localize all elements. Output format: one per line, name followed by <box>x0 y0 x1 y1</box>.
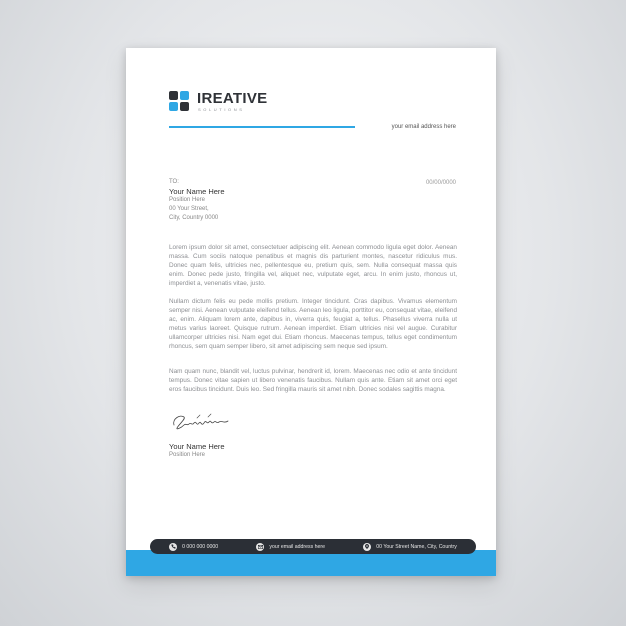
footer-email <box>256 543 325 551</box>
footer-email-text: your email address here <box>269 543 326 550</box>
recipient-position: Position Here <box>169 197 206 203</box>
recipient-name: Your Name Here <box>169 187 225 196</box>
email-icon <box>256 543 264 551</box>
recipient-street: 00 Your Street, <box>169 206 209 212</box>
header-email: your email address here <box>391 124 456 130</box>
signature-position: Position Here <box>169 452 206 458</box>
footer-address <box>363 543 457 551</box>
body-paragraph-1: Lorem ipsum dolor sit amet, consectetuer adipiscing elit. Aenean commodo ligula eget dolor. Aenean massa. Cum sociis natoque penatibus et magnis dis parturient montes, nascetur ridiculus mus. Donec quam felis, ultricies nec, pellentesque eu, pretium quis, sem. Nulla consequat massa quis enim. Donec pede justo, fringilla vel, aliquet nec, vulputate eget, arcu. In enim justo, rhoncus ut, imperdiet a, venenatis vitae, justo. <box>169 244 457 287</box>
brand-name: IREATIVE <box>197 90 268 107</box>
header-accent-rule <box>169 126 355 128</box>
footer-phone-text: 0 000 000 0000 <box>182 543 219 550</box>
body-paragraph-3: Nam quam nunc, blandit vel, luctus pulvinar, hendrerit id, lorem. Maecenas nec odio et ante tincidunt tempus. Donec vitae sapien ut libero venenatis faucibus. Nullam quis ante. Etiam sit amet orci eget eros faucibus tincidunt. Duis leo. Sed fringilla mauris sit amet nibh. Donec sodales sagittis magna. <box>169 368 457 393</box>
phone-icon <box>169 543 177 551</box>
logo-mark-icon <box>169 91 189 111</box>
handwritten-signature-icon <box>170 410 242 432</box>
brand-tagline: SOLUTIONS <box>198 107 245 112</box>
letter-date: 00/00/0000 <box>425 180 456 186</box>
signature-name: Your Name Here <box>169 442 225 451</box>
body-paragraph-2: Nullam dictum felis eu pede mollis pretium. Integer tincidunt. Cras dapibus. Vivamus elementum semper nisi. Aenean vulputate eleifend tellus. Aenean leo ligula, porttitor eu, consequat vitae, eleifend ac, enim. Aliquam lorem ante, dapibus in, viverra quis, feugiat a, tellus. Phasellus viverra nulla ut metus varius laoreet. Quisque rutrum. Aenean imperdiet. Etiam ultricies nisi vel augue. Curabitur ullamcorper ultricies nisi. Nam eget dui. Etiam rhoncus. Maecenas tempus, tellus eget condimentum rhoncus, sem quam semper libero, sit amet adipiscing sem neque sed ipsum. <box>169 298 457 350</box>
footer-address-text: 00 Your Street Name, City, Country <box>376 543 457 550</box>
footer-contact-bar <box>150 539 476 554</box>
letterhead-page <box>126 48 496 576</box>
recipient-city: City, Country 0000 <box>169 215 219 221</box>
location-pin-icon <box>363 543 371 551</box>
recipient-to-label: TO: <box>169 179 179 185</box>
footer-phone <box>169 543 218 551</box>
